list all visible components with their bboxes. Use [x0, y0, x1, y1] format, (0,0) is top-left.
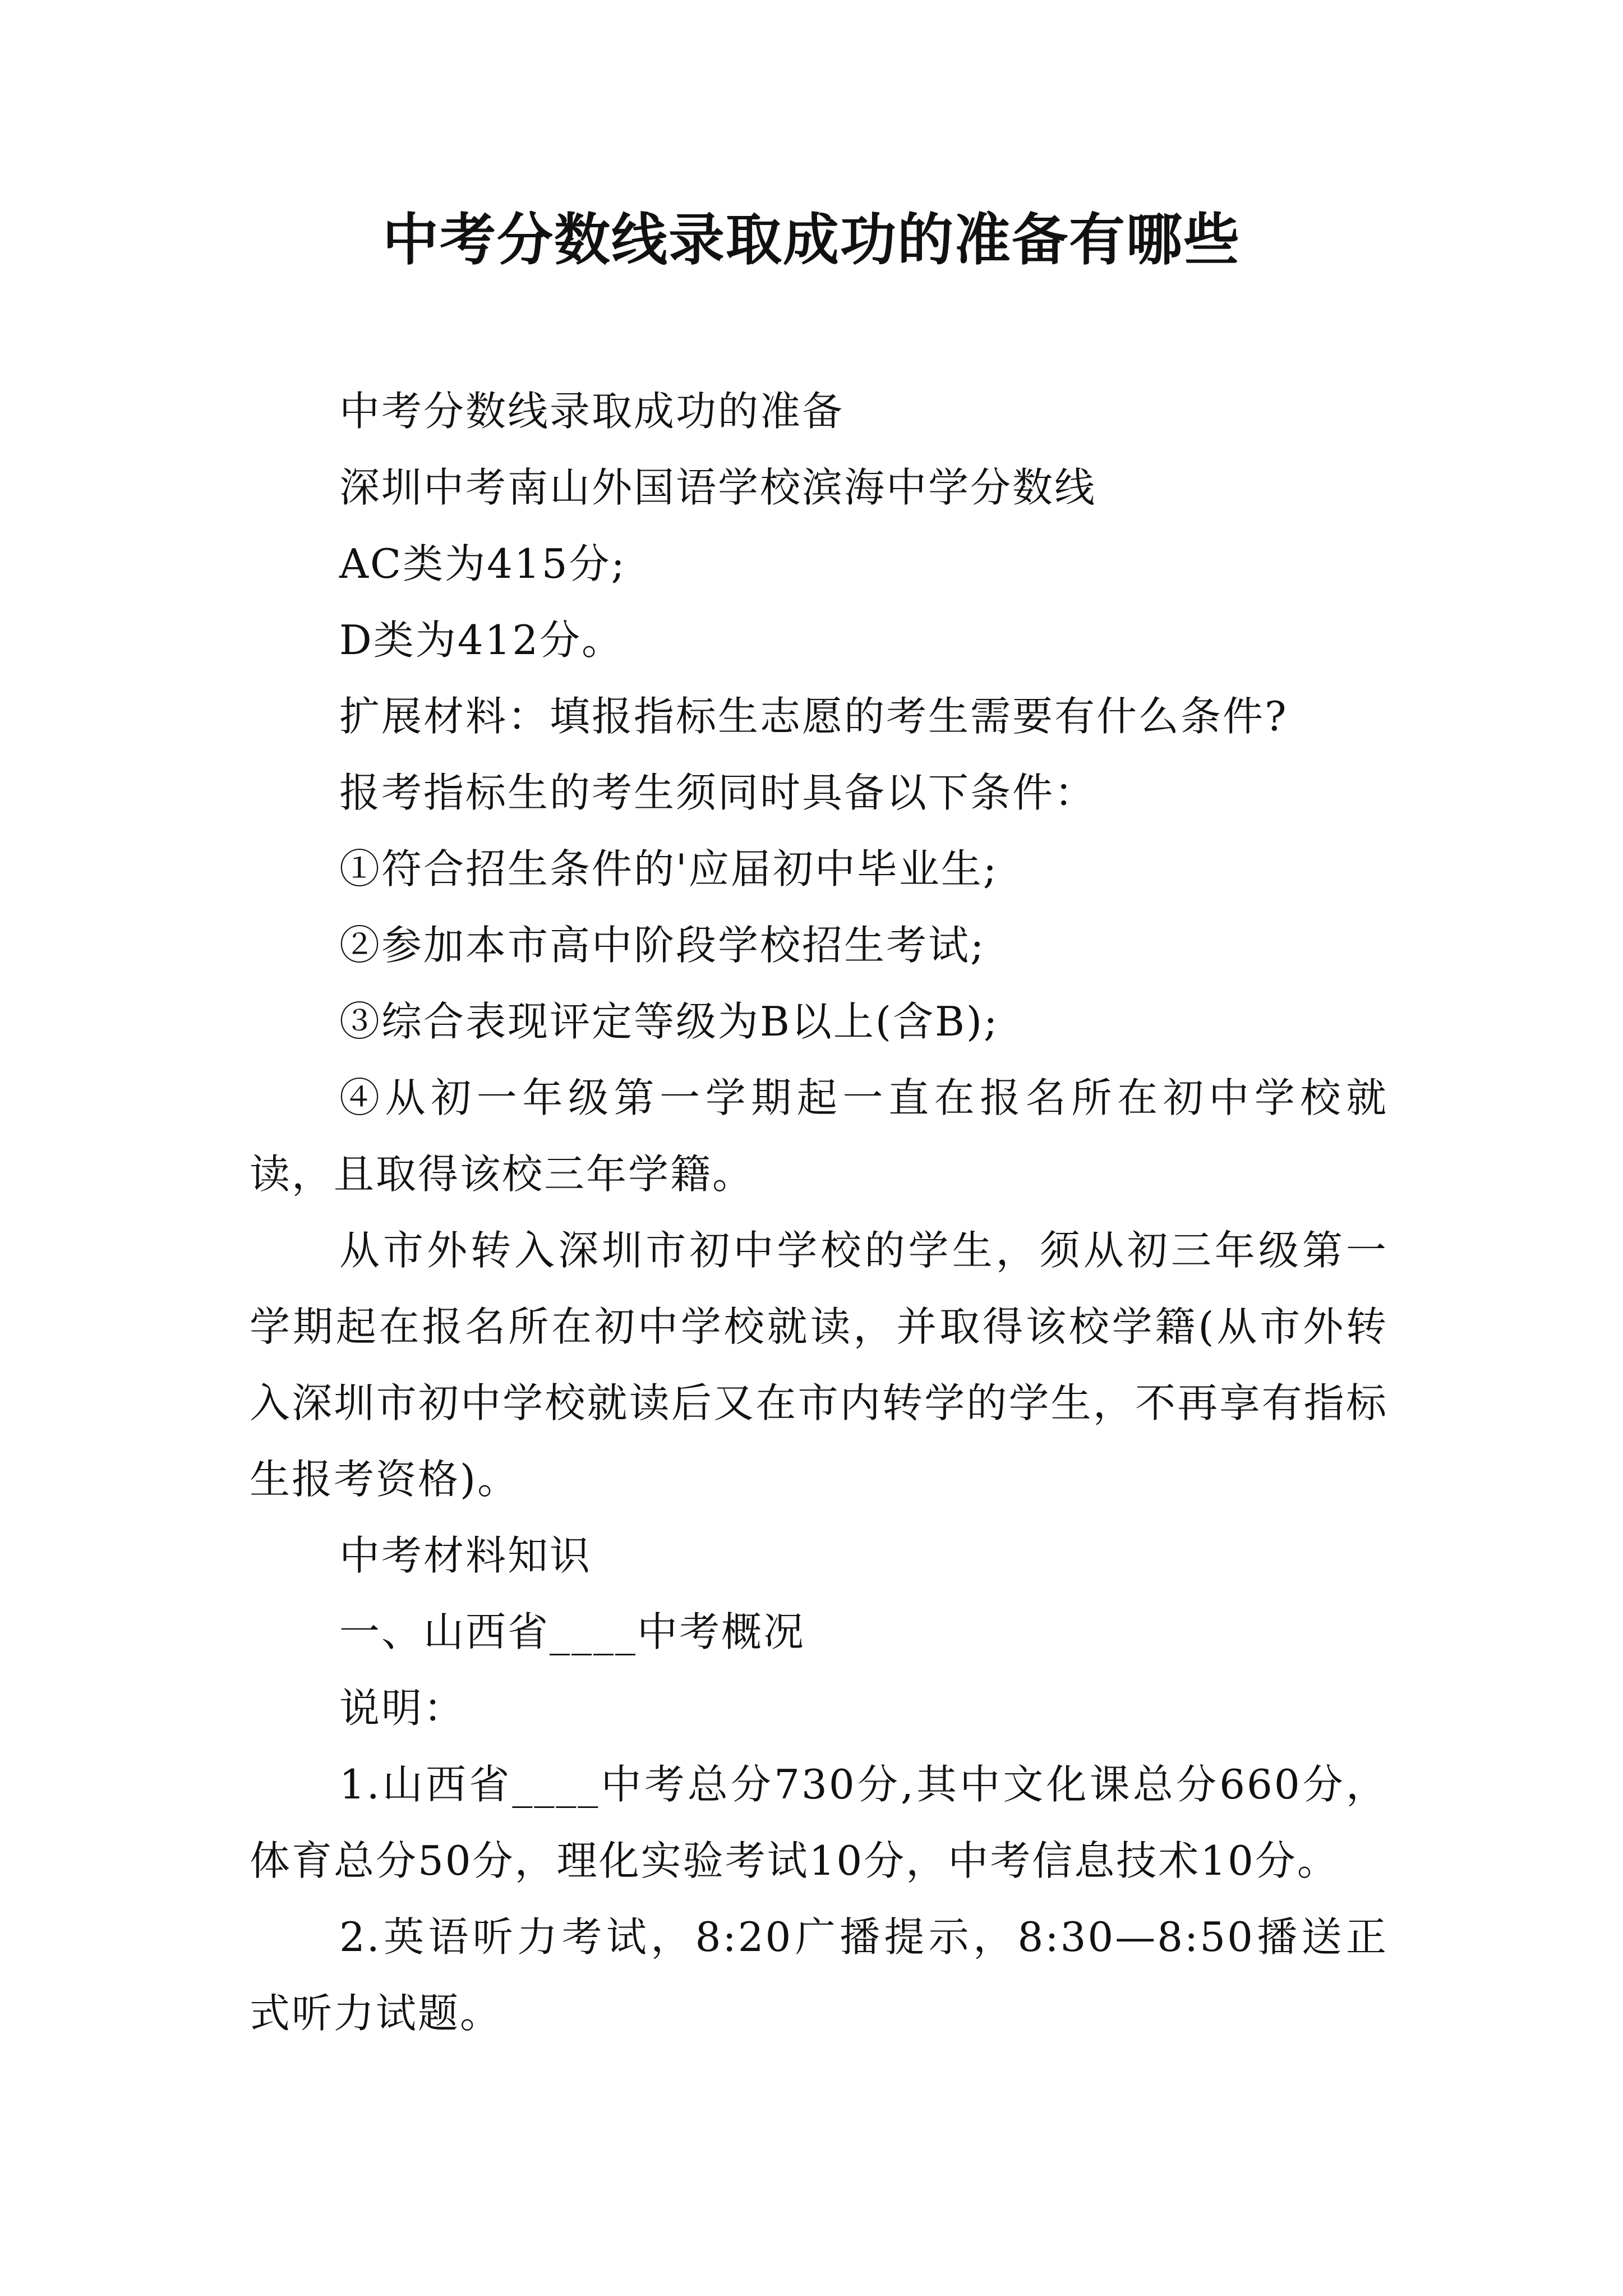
- document-body: [250, 373, 1388, 2051]
- paragraph: D类为412分。: [339, 616, 624, 664]
- paragraph: 2.英语听力考试，8:20广播提示，8:30—8:50播送正式听力试题。: [250, 1913, 1388, 2037]
- paragraph: 说明：: [339, 1685, 466, 1732]
- paragraph: 报考指标生的考生须同时具备以下条件：: [339, 769, 1097, 816]
- paragraph: 中考材料知识: [339, 1532, 592, 1579]
- paragraph: 1.山西省____中考总分730分,其中文化课总分660分，体育总分50分，理化实验考试10分，中考信息技术10分。: [250, 1761, 1388, 1884]
- paragraph: 一、山西省____中考概况: [339, 1608, 806, 1655]
- paragraph: 从市外转入深圳市初中学校的学生，须从初三年级第一学期起在报名所在初中学校就读，并取得该校学籍(从市外转入深圳市初中学校就读后又在市内转学的学生，不再享有指标生报考资格)。: [250, 1227, 1388, 1503]
- document-title: 中考分数线录取成功的准备有哪些: [382, 207, 1241, 273]
- paragraph: 中考分数线录取成功的准备: [339, 388, 845, 435]
- paragraph: ③综合表现评定等级为B以上(含B);: [339, 998, 999, 1045]
- paragraph: ④从初一年级第一学期起一直在报名所在初中学校就读，且取得该校三年学籍。: [250, 1074, 1388, 1198]
- paragraph: AC类为415分;: [339, 540, 626, 587]
- paragraph: ①符合招生条件的'应届初中毕业生;: [339, 845, 999, 892]
- paragraph: ②参加本市高中阶段学校招生考试;: [339, 922, 986, 969]
- paragraph: 深圳中考南山外国语学校滨海中学分数线: [339, 464, 1097, 511]
- paragraph: 扩展材料：填报指标生志愿的考生需要有什么条件?: [339, 693, 1288, 740]
